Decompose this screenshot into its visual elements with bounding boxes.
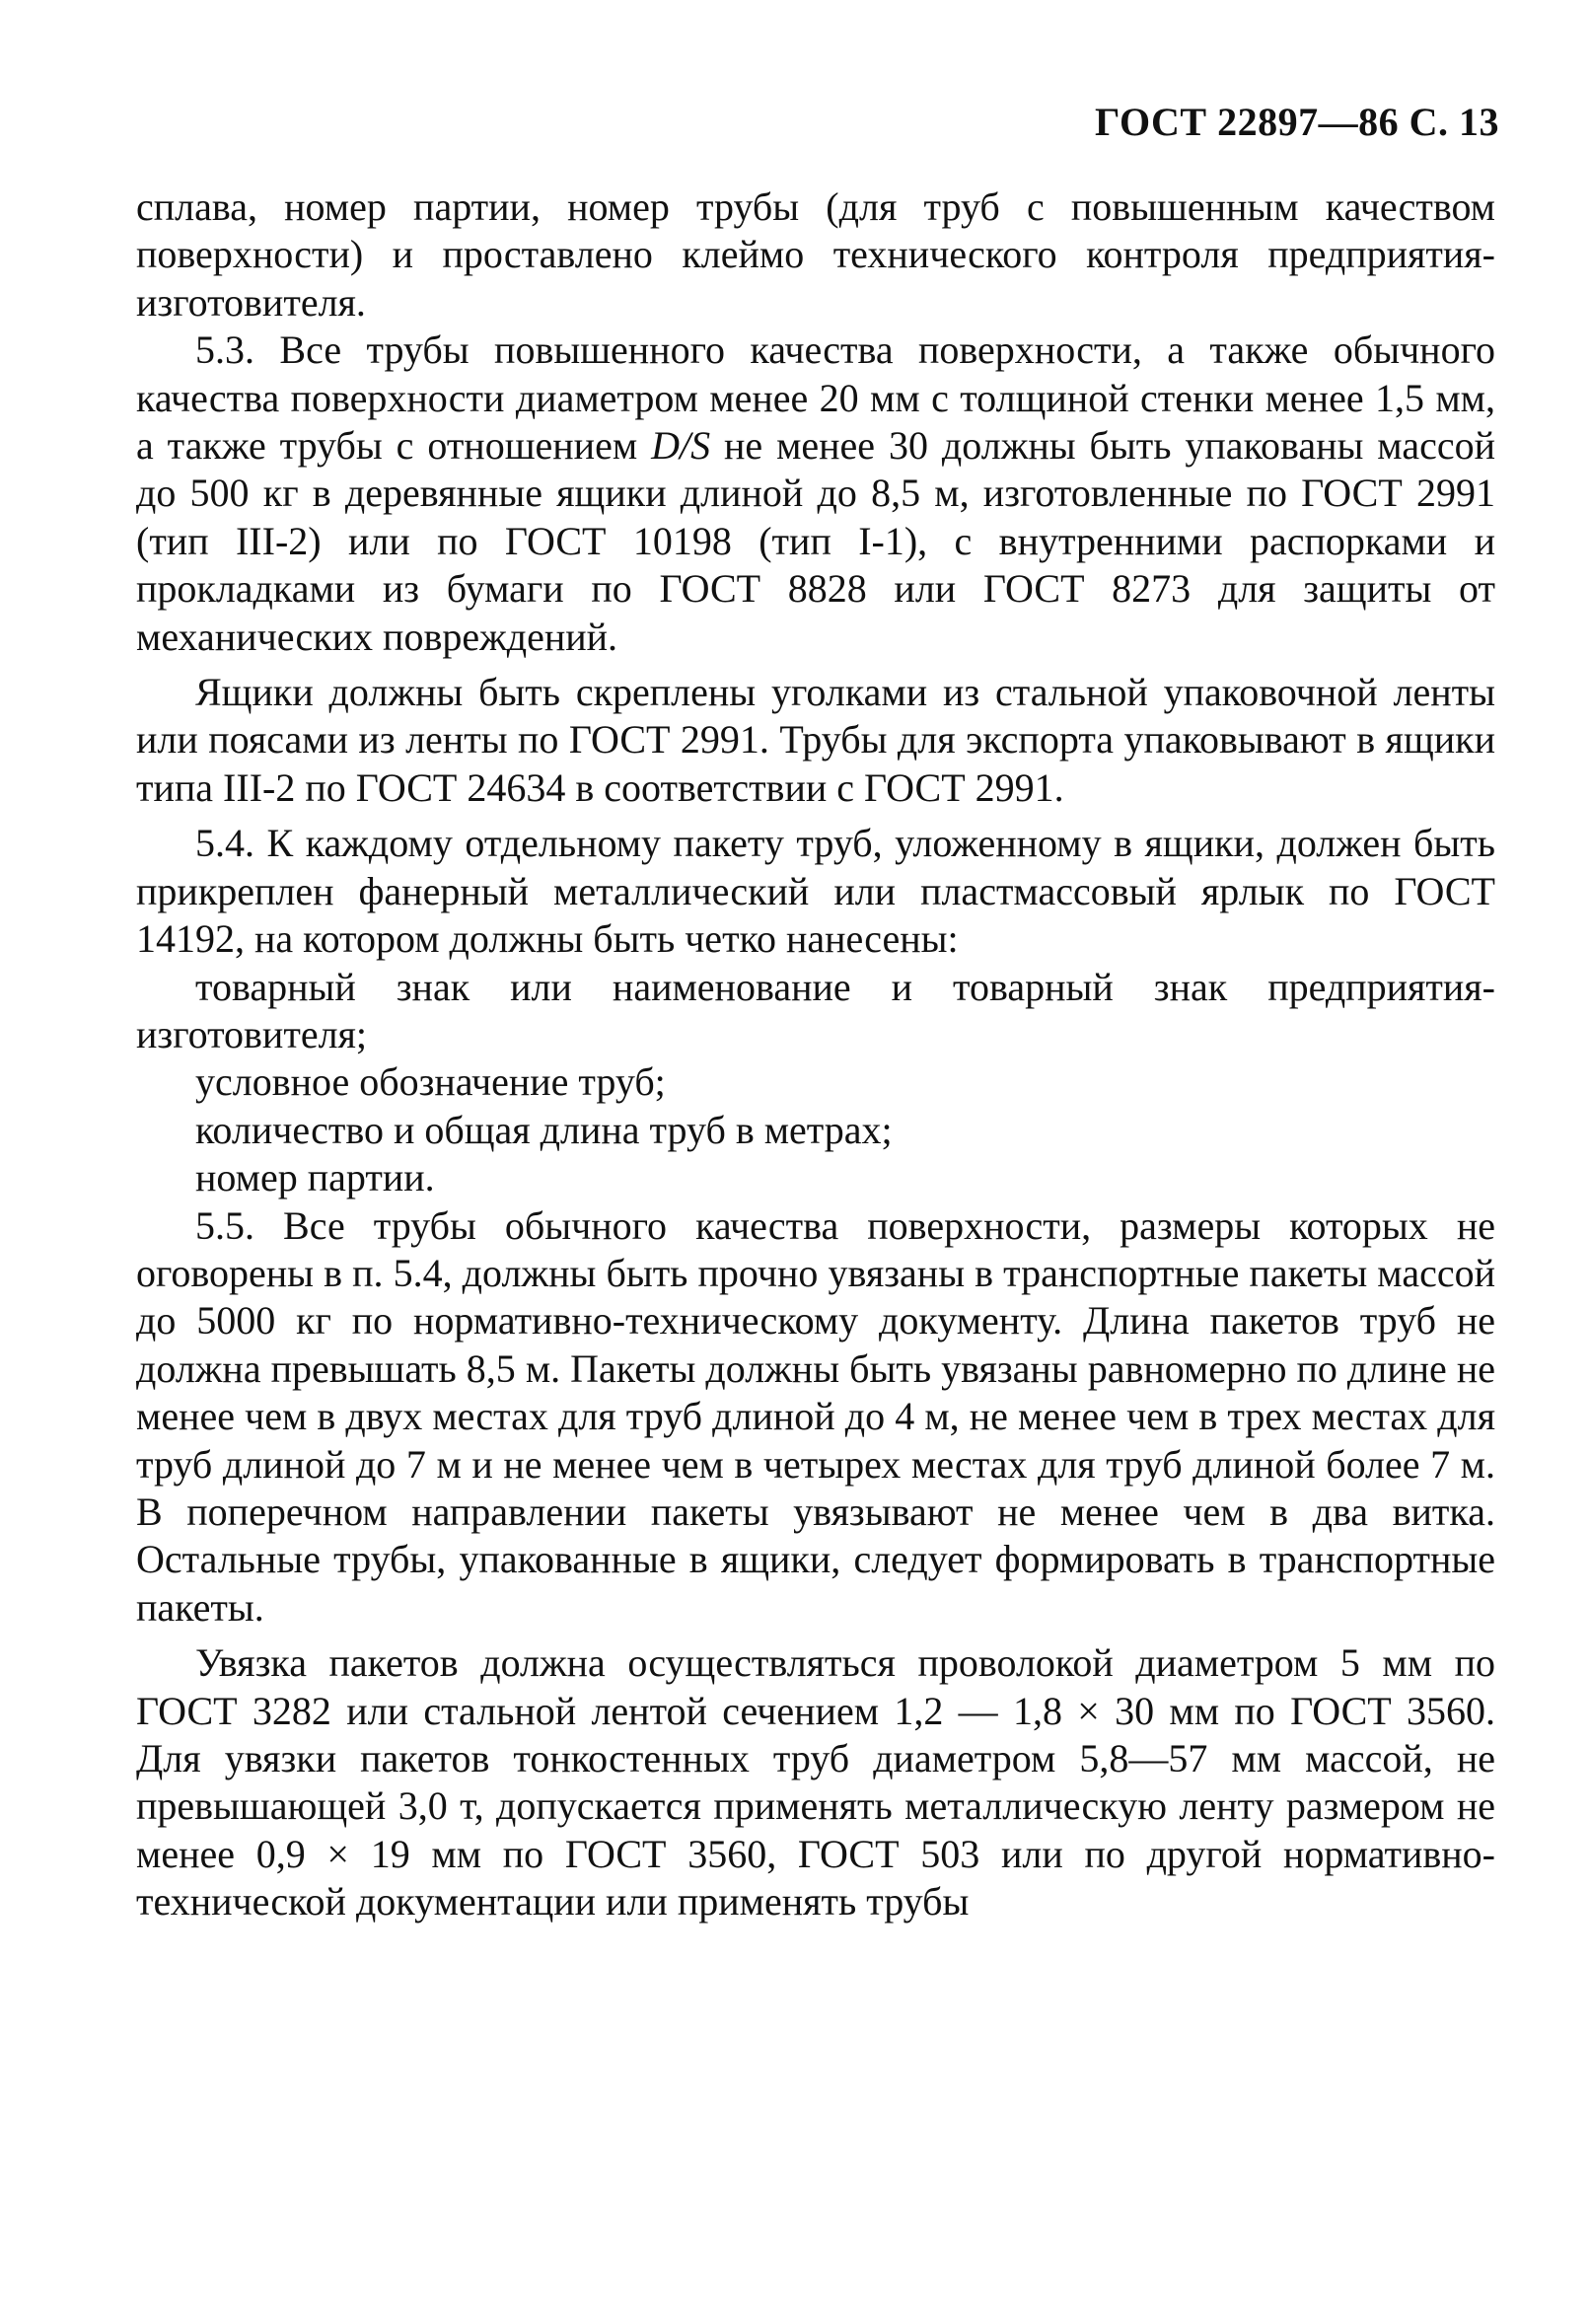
list-item-batch: номер партии. <box>195 1155 435 1200</box>
paragraph-5-4: 5.4. К каждому отдельному пакету труб, уложенному в ящики, должен быть прикреплен фанерный металлический или пластмассовый ярлык по ГОСТ 14192, на котором должны быть четко нанесены: <box>136 821 1495 962</box>
paragraph-boxes: Ящики должны быть скреплены уголками из стальной упаковочной ленты или поясами из ленты по ГОСТ 2991. Трубы для экспорта упаковывают в ящики типа III-2 по ГОСТ 24634 в соответствии с ГОСТ 2991. <box>136 670 1495 810</box>
ratio-d-s: D/S <box>651 423 711 469</box>
paragraph-5-3-part-b: не менее 30 должны быть упакованы массой до 500 кг в деревянные ящики длиной до 8,5 м, изготовленные по ГОСТ 2991 (тип III-2) или по ГОСТ 10198 (тип I-1), с внутренними распорками и прокладками из бумаги по ГОСТ 8828 или ГОСТ 8273 для защиты от механических повреждений. <box>136 423 1495 659</box>
paragraph-strapping: Увязка пакетов должна осуществляться проволокой диаметром 5 мм по ГОСТ 3282 или стальной лентой сечением 1,2 — 1,8 × 30 мм по ГОСТ 3560. Для увязки пакетов тонкостенных труб диаметром 5,8—57 мм массой, не превышающей 3,0 т, допускается применять металлическую ленту размером не менее 0,9 × 19 мм по ГОСТ 3560, ГОСТ 503 или по другой нормативно-технической документации или применять трубы <box>136 1640 1495 1925</box>
paragraph-5-3 <box>136 327 1495 661</box>
paragraph-5-5: 5.5. Все трубы обычного качества поверхности, размеры которых не оговорены в п. 5.4, должны быть прочно увязаны в транспортные пакеты массой до 5000 кг по нормативно-техническому документу. Длина пакетов труб не должна превышать 8,5 м. Пакеты должны быть увязаны равномерно по длине не менее чем в двух местах для труб длиной до 4 м, не менее чем в трех местах для труб длиной до 7 м и не менее чем в четырех местах для труб длиной более 7 м. В поперечном направлении пакеты увязывают не менее чем в два витка. Остальные трубы, упакованные в ящики, следует формировать в транспортные пакеты. <box>136 1202 1495 1630</box>
list-item-quantity: количество и общая длина труб в метрах; <box>195 1107 893 1152</box>
page-header: ГОСТ 22897—86 С. 13 <box>1094 100 1499 144</box>
list-item-trademark: товарный знак или наименование и товарный знак предприятия-изготовителя; <box>136 964 1495 1056</box>
list-item-designation: условное обозначение труб; <box>195 1059 666 1105</box>
paragraph-continuation: сплава, номер партии, номер трубы (для труб с повышенным качеством поверхности) и проставлено клеймо технического контроля предприятия-изготовителя. <box>136 184 1495 325</box>
paragraph-5-3-part-a: 5.3. Все трубы повышенного качества поверхности, а также обычного качества поверхности диаметром менее 20 мм с толщиной стенки менее 1,5 мм, а также трубы с отношением <box>136 327 1495 469</box>
document-body <box>136 183 1495 1926</box>
